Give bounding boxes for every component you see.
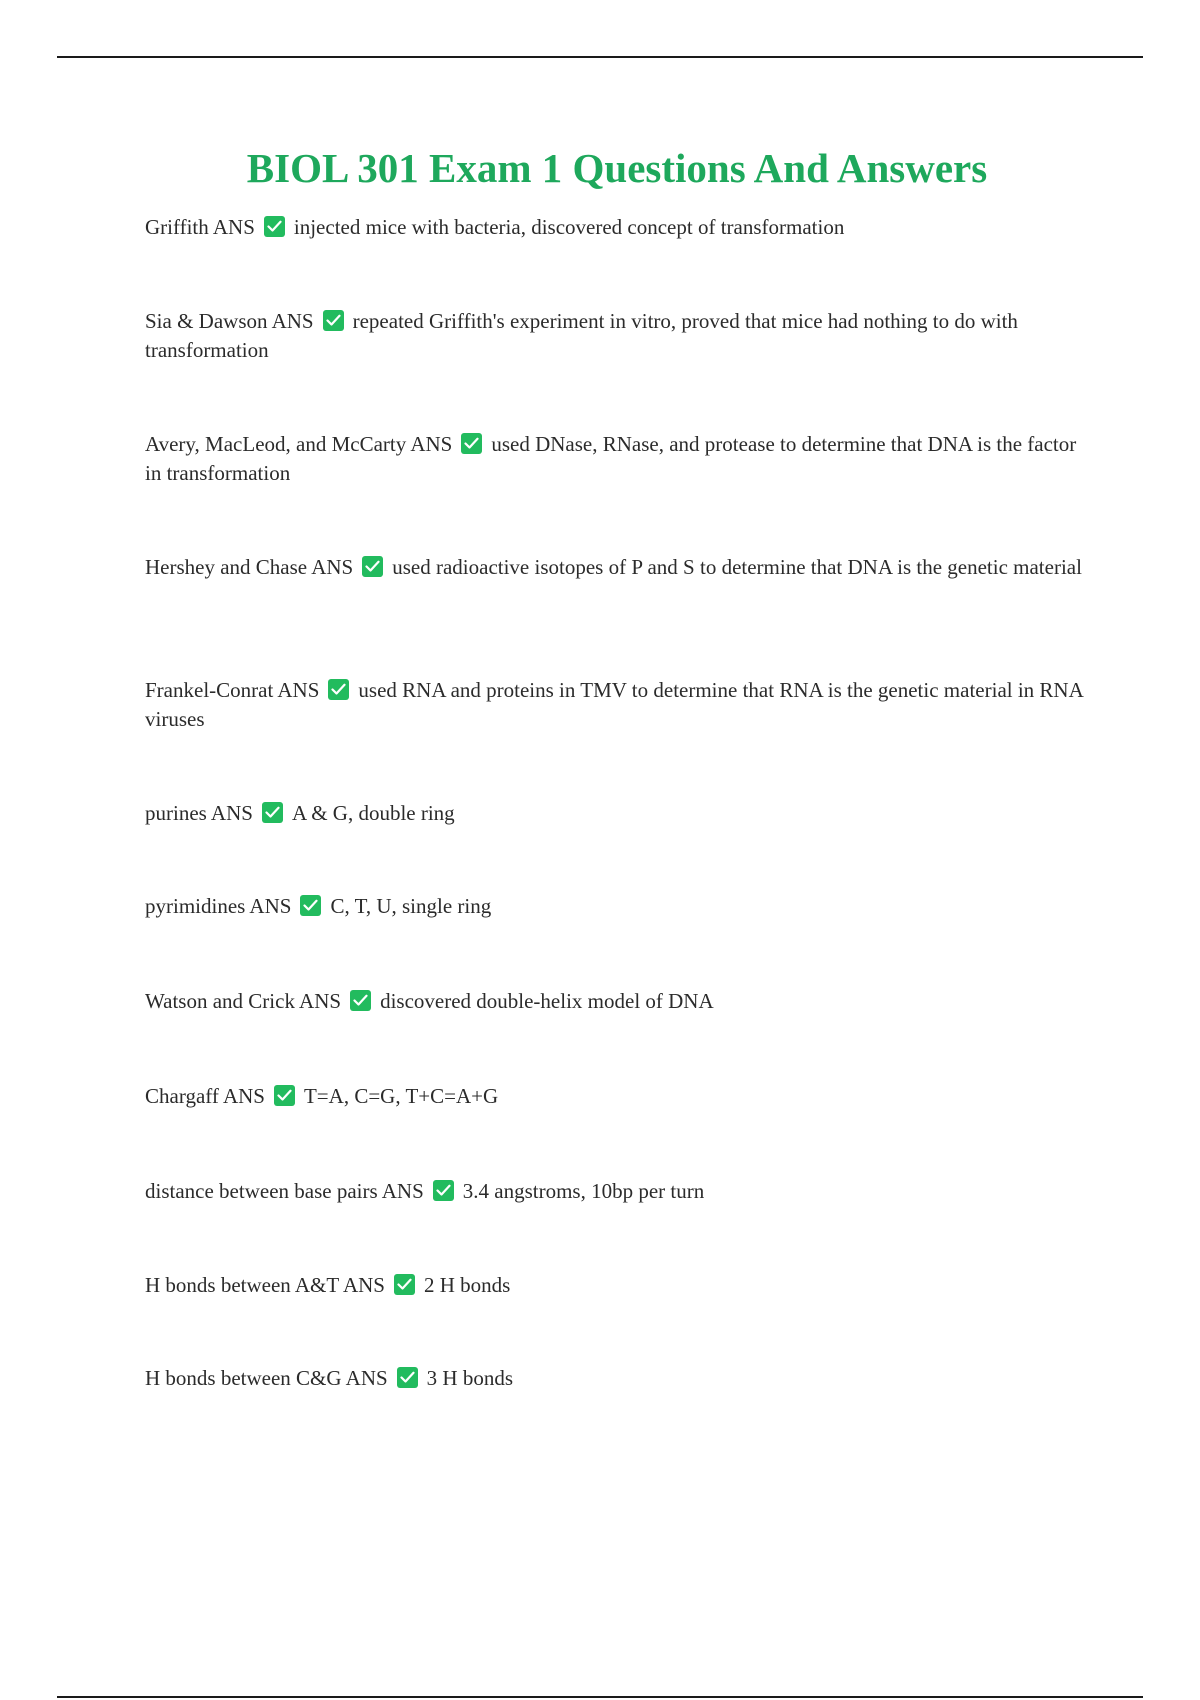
ans-marker: ANS bbox=[345, 1366, 388, 1390]
qa-answer: discovered double-helix model of DNA bbox=[380, 989, 714, 1013]
qa-term: H bonds between A&T bbox=[145, 1273, 339, 1297]
check-box-icon bbox=[262, 802, 283, 823]
qa-item bbox=[145, 987, 1085, 1016]
check-box-icon bbox=[362, 556, 383, 577]
qa-term: Griffith bbox=[145, 215, 209, 239]
qa-item bbox=[145, 213, 1085, 242]
page-title: BIOL 301 Exam 1 Questions And Answers bbox=[246, 145, 988, 191]
check-box-icon bbox=[274, 1085, 295, 1106]
qa-term: H bonds between C&G bbox=[145, 1366, 342, 1390]
check-box-icon bbox=[461, 433, 482, 454]
qa-answer: C, T, U, single ring bbox=[330, 894, 492, 918]
qa-term: Hershey and Chase bbox=[145, 555, 308, 579]
qa-answer: repeated Griffith's experiment in vitro, proved that mice had nothing to do with transformation bbox=[145, 309, 1018, 362]
ans-marker: ANS bbox=[271, 309, 314, 333]
qa-item bbox=[145, 1177, 1085, 1206]
qa-answer: T=A, C=G, T+C=A+G bbox=[303, 1084, 499, 1108]
ans-marker: ANS bbox=[210, 801, 253, 825]
check-box-icon bbox=[328, 679, 349, 700]
ans-marker: ANS bbox=[222, 1084, 265, 1108]
qa-item bbox=[145, 553, 1085, 582]
qa-term: Sia & Dawson bbox=[145, 309, 268, 333]
check-box-icon bbox=[264, 216, 285, 237]
qa-item bbox=[145, 799, 1085, 828]
qa-answer: used radioactive isotopes of P and S to determine that DNA is the genetic material bbox=[392, 555, 1082, 579]
qa-term: Avery, MacLeod, and McCarty bbox=[145, 432, 407, 456]
qa-answer: used RNA and proteins in TMV to determine that RNA is the genetic material in RNA viruses bbox=[145, 678, 1083, 731]
ans-marker: ANS bbox=[212, 215, 255, 239]
check-box-icon bbox=[394, 1274, 415, 1295]
check-box-icon bbox=[350, 990, 371, 1011]
qa-item bbox=[145, 676, 1085, 734]
bottom-rule bbox=[57, 1696, 1143, 1698]
qa-answer: used DNase, RNase, and protease to determine that DNA is the factor in transformation bbox=[145, 432, 1077, 485]
ans-marker: ANS bbox=[311, 555, 354, 579]
qa-item bbox=[145, 892, 1085, 921]
ans-marker: ANS bbox=[381, 1179, 424, 1203]
qa-answer: A & G, double ring bbox=[291, 801, 455, 825]
qa-answer: injected mice with bacteria, discovered concept of transformation bbox=[293, 215, 845, 239]
qa-item bbox=[145, 430, 1085, 488]
qa-term: distance between base pairs bbox=[145, 1179, 378, 1203]
ans-marker: ANS bbox=[299, 989, 342, 1013]
qa-answer: 2 H bonds bbox=[423, 1273, 511, 1297]
qa-term: purines bbox=[145, 801, 207, 825]
check-box-icon bbox=[323, 310, 344, 331]
qa-term: Frankel-Conrat bbox=[145, 678, 274, 702]
top-rule bbox=[57, 56, 1143, 58]
qa-term: Watson and Crick bbox=[145, 989, 295, 1013]
ans-marker: ANS bbox=[249, 894, 292, 918]
check-box-icon bbox=[300, 895, 321, 916]
check-box-icon bbox=[397, 1367, 418, 1388]
check-box-icon bbox=[433, 1180, 454, 1201]
qa-item bbox=[145, 1271, 1085, 1300]
qa-answer: 3 H bonds bbox=[426, 1366, 514, 1390]
ans-marker: ANS bbox=[342, 1273, 385, 1297]
qa-term: Chargaff bbox=[145, 1084, 219, 1108]
ans-marker: ANS bbox=[410, 432, 453, 456]
qa-term: pyrimidines bbox=[145, 894, 246, 918]
qa-answer: 3.4 angstroms, 10bp per turn bbox=[462, 1179, 705, 1203]
ans-marker: ANS bbox=[277, 678, 320, 702]
qa-item bbox=[145, 1364, 1085, 1393]
qa-item bbox=[145, 307, 1085, 365]
qa-item bbox=[145, 1082, 1085, 1111]
